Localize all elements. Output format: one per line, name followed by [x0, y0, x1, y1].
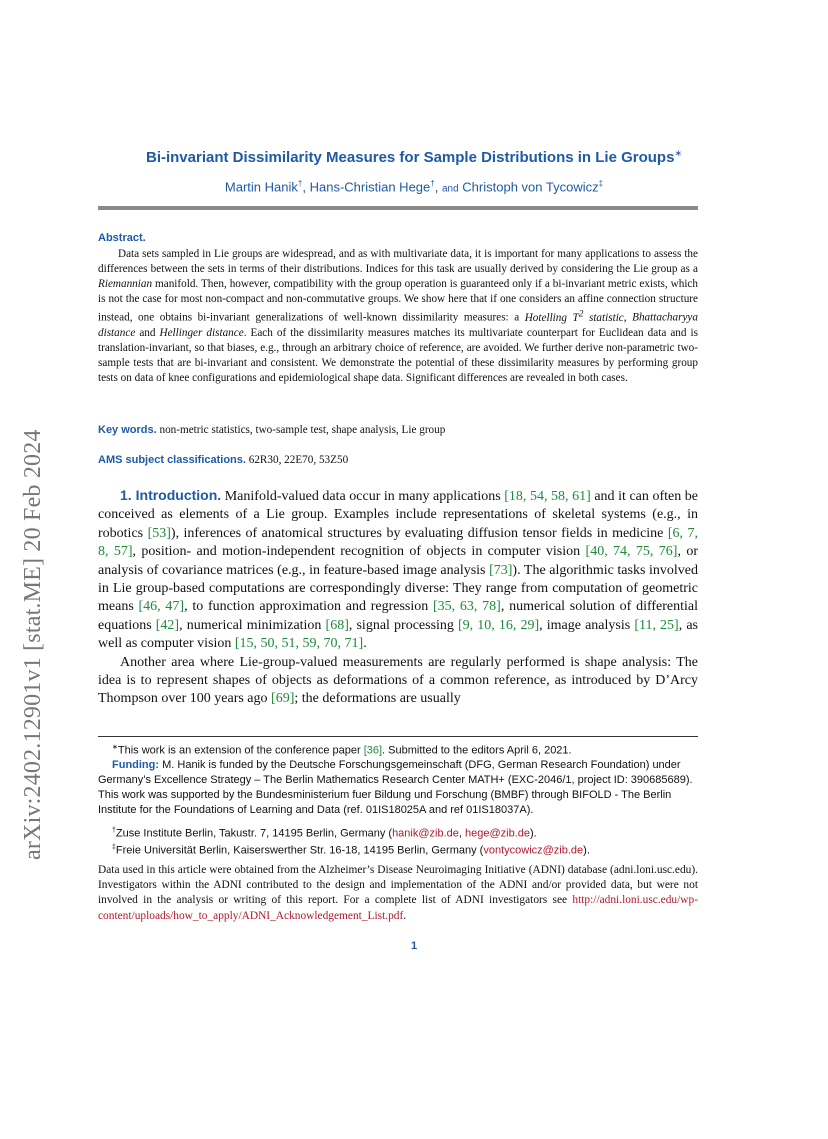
- citation-link[interactable]: [73]: [489, 562, 513, 578]
- title-divider: [98, 206, 698, 210]
- abstract-text: Data sets sampled in Lie groups are widespread, and as with multivariate data, it is important for many applications to assess the differences between the sets in terms of their distributions. Indices for this task are usually derived by considering the Lie group as a Riemannian manifold. Then, however, compatibility with the group operation is guaranteed only if a bi-invariant metric exists, which is not the case for most non-compact and non-commutative groups. We show here that if one considers an affine connection structure instead, one obtains bi-invariant generalizations of well-known dissimilarity measures: a Hotelling $T^2$ statistic, Bhattacharyya distance and Hellinger distance. Each of the dissimilarity measures matches its multivariate counterpart for Euclidean data and is translation-invariant, so that biases, e.g., through an arbitrary choice of reference, are avoided. We further derive non-parametric two-sample tests that are bi-invariant and consistent. We demonstrate the potential of these dissimilarity measures by performing group tests on data of knee configurations and epidemiological shape data. Significant differences are revealed in both cases.: [98, 248, 698, 384]
- author-name: Martin Hanik: [224, 179, 298, 195]
- email-link[interactable]: hanik@zib.de: [392, 827, 459, 840]
- abstract-heading: Abstract.: [98, 232, 146, 244]
- intro-paragraph: 1. Introduction. Manifold-valued data occur in many applications [18, 54, 58, 61] and it can often be conceived as elements of a Lie group. Examples include representations of skeletal systems (e.g., in robotics [53]), inferences of anatomical structures by evaluating diffusion tensor fields in medicine [6, 7, 8, 57], position- and motion-independent recognition of objects in computer vision [40, 74, 75, 76], or analysis of covariance matrices (e.g., in feature-based image analysis [73]). The algorithmic tasks involved in Lie group-based computations are correspondingly diverse: They range from computation of geometric means [46, 47], to function approximation and regression [35, 63, 78], numerical solution of differential equations [42], numerical minimization [68], signal processing [9, 10, 16, 29], image analysis [11, 25], as well as computer vision [15, 50, 51, 59, 70, 71].: [98, 487, 699, 652]
- citation-link[interactable]: [53]: [147, 525, 171, 541]
- keywords-text: non-metric statistics, two-sample test, shape analysis, Lie group: [159, 424, 446, 436]
- footnote-divider: [98, 736, 698, 737]
- page-number: 1: [410, 940, 418, 952]
- footnote: †Zuse Institute Berlin, Takustr. 7, 14195 Berlin, Germany (hanik@zib.de, hege@zib.de).: [112, 826, 537, 840]
- citation-link[interactable]: [42]: [155, 617, 180, 633]
- author-separator: ,: [302, 179, 306, 195]
- footnotes: [98, 741, 698, 859]
- author-separator: ,: [434, 179, 439, 195]
- arxiv-identifier-stamp: arXiv:2402.12901v1 [stat.ME] 20 Feb 2024: [20, 429, 46, 860]
- keywords-label: Key words.: [98, 424, 157, 436]
- citation-link[interactable]: [40, 74, 75, 76]: [585, 544, 678, 560]
- citation-link[interactable]: [9, 10, 16, 29]: [458, 617, 540, 633]
- citation-link[interactable]: [18, 54, 58, 61]: [504, 489, 591, 504]
- citation-link[interactable]: [35, 63, 78]: [433, 599, 501, 615]
- footnote: ∗This work is an extension of the conference paper [36]. Submitted to the editors April 6, 2021.: [112, 744, 572, 757]
- citation-link[interactable]: [6, 7, 8, 57]: [98, 525, 698, 560]
- author-affiliation-mark: †: [297, 179, 303, 188]
- citation-link[interactable]: [11, 25]: [634, 617, 679, 633]
- abstract-emphasis: Bhattacharyya distance: [98, 311, 698, 339]
- title-footnote-mark: ∗: [674, 148, 682, 158]
- ams-label: AMS subject classifications.: [98, 454, 246, 466]
- citation-link[interactable]: [68]: [325, 617, 349, 633]
- author-list: [0, 179, 828, 194]
- email-link[interactable]: vontycowicz@zib.de: [483, 844, 584, 857]
- author-affiliation-mark: †: [430, 179, 435, 188]
- intro-paragraph: Another area where Lie-group-valued measurements are regularly performed is shape analysis: The idea is to represent shapes of objects as deformations of a common reference, as introduced by D’Arcy Thompson over 100 years ago [69]; the deformations are usually: [98, 654, 698, 707]
- author-and: and: [441, 183, 459, 195]
- email-link[interactable]: hege@zib.de: [465, 827, 531, 840]
- funding-label: Funding:: [112, 759, 160, 772]
- section-heading: 1. Introduction.: [120, 487, 222, 503]
- ams-classifications-line: [98, 454, 348, 466]
- introduction-section: [98, 486, 698, 709]
- citation-link[interactable]: [36]: [363, 744, 383, 757]
- ams-text: 62R30, 22E70, 53Z50: [248, 454, 349, 466]
- paper-title: [0, 148, 828, 166]
- paper-title-text: Bi-invariant Dissimilarity Measures for Sample Distributions in Lie Groups: [145, 149, 675, 166]
- funding-footnote: Funding: M. Hanik is funded by the Deutsche Forschungsgemeinschaft (DFG, German Research Foundation) under Germany’s Excellence Strategy – The Berlin Mathematics Research Center MATH+ (EXC-2046/1, project ID: 390685689). This work was supported by the Bundesministerium fuer Bildung und Forschung (BMBF) through BIFOLD - The Berlin Institute for the Foundations of Learning and Data (ref. 01IS18025A and ref 01IS18037A).: [98, 759, 693, 816]
- citation-link[interactable]: [15, 50, 51, 59, 70, 71]: [234, 636, 364, 652]
- abstract-emphasis: Hellinger distance: [159, 326, 244, 339]
- abstract-emphasis: Hotelling $T^2$ statistic: [524, 309, 624, 324]
- footnote: ‡Freie Universität Berlin, Kaiserswerther Str. 16-18, 14195 Berlin, Germany (vontycowicz@zib.de).: [112, 844, 590, 857]
- adni-acknowledgement: Data used in this article were obtained from the Alzheimer’s Disease Neuroimaging Initiative (ADNI) database (adni.loni.usc.edu). Investigators within the ADNI contributed to the design and implementation of the ADNI and/or provided data, but were not involved in the analysis or writing of this report. For a complete list of ADNI investigators see http://adni.loni.usc.edu/wp-content/uploads/how_to_apply/ADNI_Acknowledgement_List.pdf.: [98, 864, 698, 922]
- author-name: Hans-Christian Hege: [309, 179, 431, 195]
- keywords-line: [98, 424, 445, 436]
- author-affiliation-mark: ‡: [598, 179, 604, 188]
- abstract-emphasis: Riemannian: [98, 278, 153, 290]
- adni-url-link[interactable]: http://adni.loni.usc.edu/wp-content/uploads/how_to_apply/ADNI_Acknowledgement_List.pdf: [98, 894, 698, 922]
- citation-link[interactable]: [69]: [271, 691, 295, 707]
- citation-link[interactable]: [46, 47]: [138, 599, 185, 615]
- author-name: Christoph von Tycowicz: [462, 179, 599, 195]
